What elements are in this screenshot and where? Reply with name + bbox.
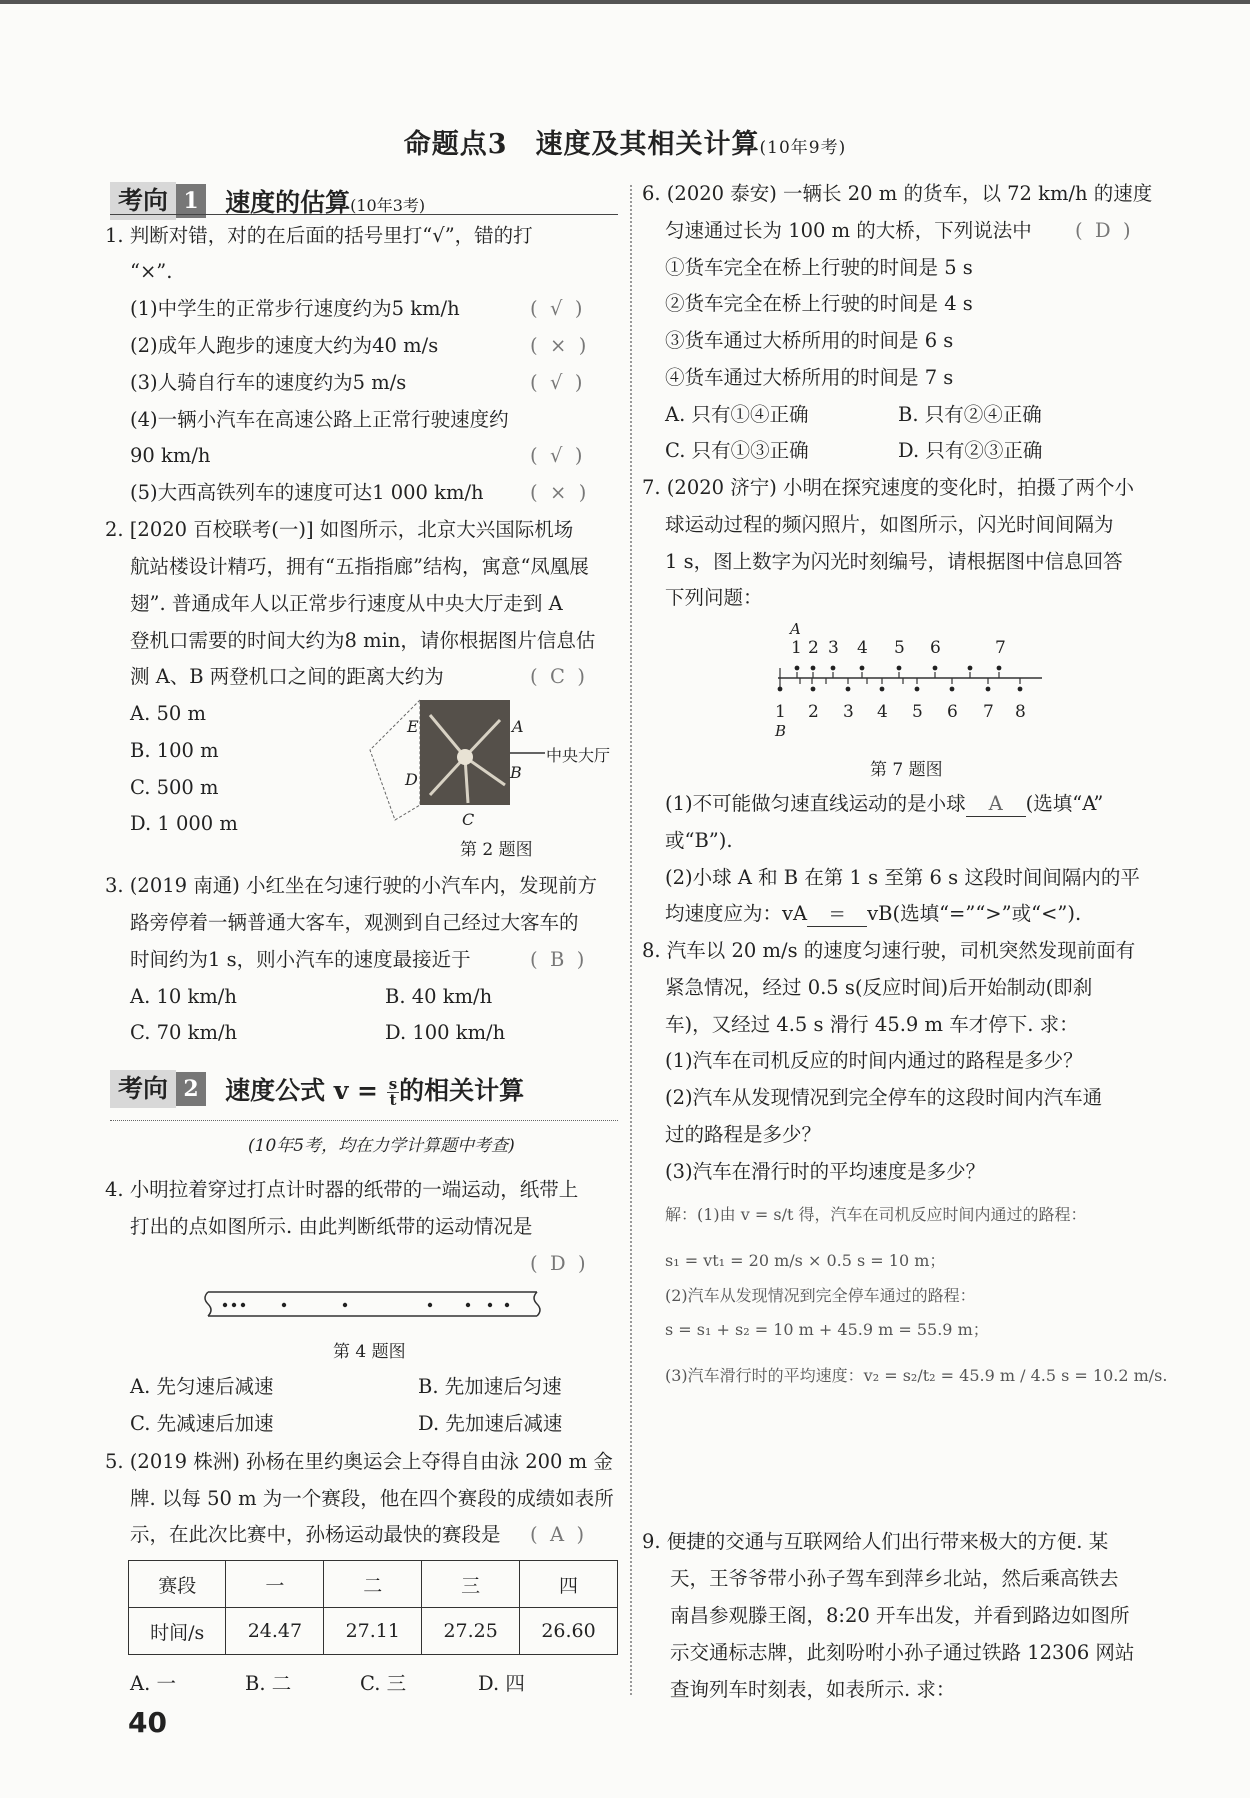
fig-label-d: D (405, 770, 418, 789)
top-num: 6 (930, 638, 941, 658)
top-num: 4 (857, 638, 868, 658)
bottom-num: 8 (1015, 702, 1026, 722)
page-title: 命题点3 速度及其相关计算(10年9考) (403, 129, 847, 160)
bottom-num: 5 (912, 702, 923, 722)
solution-line: s = s₁ + s₂ = 10 m + 45.9 m = 55.9 m； (665, 1320, 989, 1339)
top-num: 2 (808, 638, 819, 658)
section-heading-1: 考向 1 速度的估算(10年3考) (110, 182, 425, 222)
top-rule (0, 0, 1250, 4)
ball-a-label: A (790, 620, 801, 638)
strobe-figure (770, 620, 1050, 742)
fig-label-a: A (512, 717, 524, 736)
bottom-num: 1 (775, 702, 786, 722)
bottom-num: 2 (808, 702, 819, 722)
fig-label-hall: 中央大厅 (546, 746, 611, 765)
bottom-num: 4 (877, 702, 888, 722)
ticker-tape-figure (200, 1288, 545, 1320)
page-number: 40 (128, 1706, 167, 1739)
top-num: 3 (828, 638, 839, 658)
solution-line: 解：(1)由 v = s/t 得，汽车在司机反应时间内通过的路程： (665, 1205, 1087, 1224)
column-divider (630, 185, 632, 1695)
top-num: 5 (894, 638, 905, 658)
fig-label-e: E (407, 717, 419, 736)
table-row: 时间/s 24.47 27.11 27.25 26.60 (129, 1608, 618, 1655)
ball-b-label: B (775, 722, 787, 740)
section-rule (110, 1120, 618, 1121)
airport-figure (350, 695, 620, 830)
top-num: 1 (791, 638, 802, 658)
section-heading-2: 考向 2 速度公式 v = $\frac{s}{t}$ 的相关计算 (110, 1070, 524, 1110)
solution-line: s₁ = vt₁ = 20 m/s × 0.5 s = 10 m； (665, 1251, 946, 1270)
table-row: 赛段 一 二 三 四 (129, 1561, 618, 1608)
bottom-num: 7 (983, 702, 994, 722)
fig-label-b: B (510, 763, 522, 782)
bottom-num: 6 (947, 702, 958, 722)
split-times-table (128, 1560, 618, 1655)
fig-label-c: C (462, 810, 475, 829)
solution-line: (3)汽车滑行时的平均速度：v₂ = s₂/t₂ = 45.9 m / 4.5 s = 10.2 m/s. (665, 1366, 1168, 1385)
section-underline (110, 214, 618, 215)
bottom-num: 3 (843, 702, 854, 722)
solution-line: (2)汽车从发现情况到完全停车通过的路程： (665, 1286, 976, 1305)
top-num: 7 (995, 638, 1006, 658)
